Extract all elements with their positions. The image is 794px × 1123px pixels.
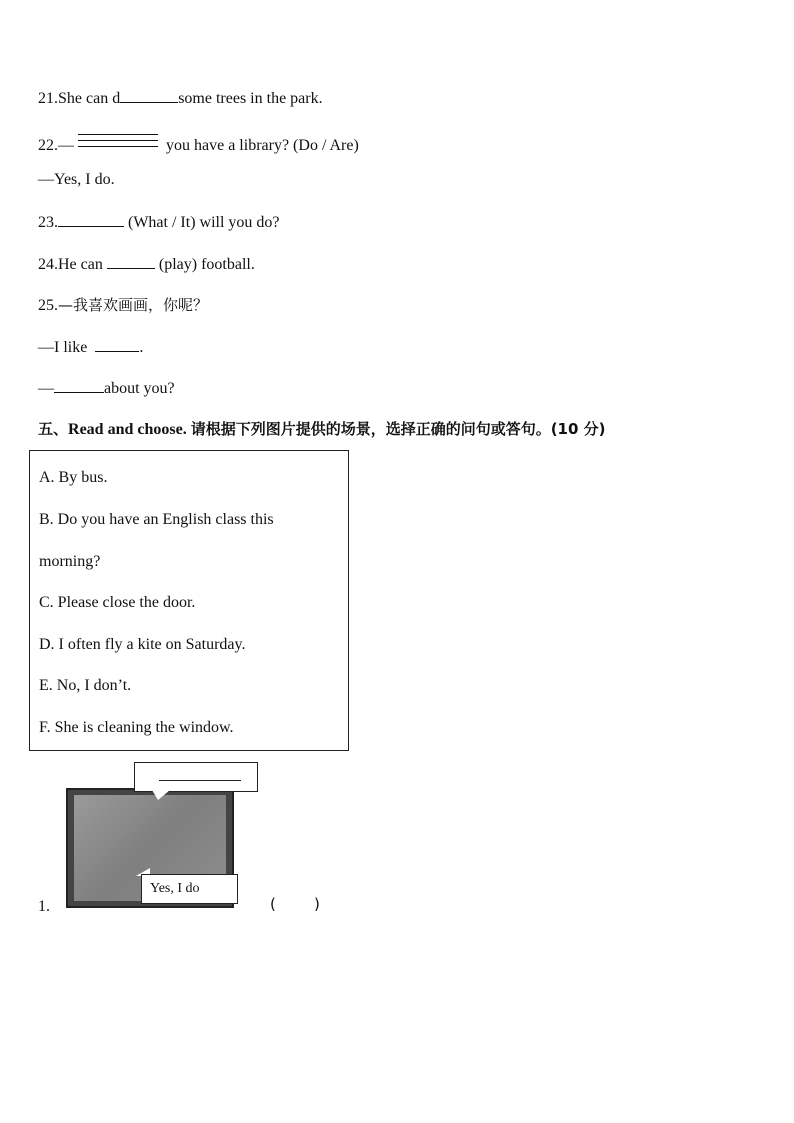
option-d: D. I often fly a kite on Saturday. bbox=[39, 636, 246, 653]
item-1-number: 1. bbox=[38, 898, 50, 915]
section-number: 五、 bbox=[38, 420, 69, 438]
answer-blank[interactable] bbox=[58, 212, 124, 227]
question-number: 23. bbox=[38, 214, 58, 231]
bubble-blank-line bbox=[159, 780, 241, 781]
option-b: B. Do you have an English class this bbox=[39, 511, 274, 528]
question-text: She can d bbox=[58, 90, 121, 107]
option-b-cont: morning? bbox=[39, 553, 101, 570]
option-c: C. Please close the door. bbox=[39, 594, 196, 611]
options-box bbox=[29, 450, 349, 751]
section-heading bbox=[38, 418, 606, 439]
section-title-en: Read and choose. bbox=[68, 421, 187, 438]
answer-blank[interactable] bbox=[54, 378, 104, 393]
dialogue-line-2 bbox=[38, 378, 175, 398]
blackboard-illustration bbox=[66, 762, 260, 912]
question-24 bbox=[38, 254, 255, 274]
option-e: E. No, I don’t. bbox=[39, 677, 132, 694]
dialogue-text: about you? bbox=[104, 380, 175, 397]
question-number: 22. bbox=[38, 137, 58, 154]
dialogue-text: —I like bbox=[38, 339, 92, 356]
option-a: A. By bus. bbox=[39, 469, 108, 486]
reply-text: —Yes, I do. bbox=[38, 171, 115, 188]
question-text: —我喜欢画画，你呢？ bbox=[58, 296, 209, 314]
speech-bubble-question bbox=[134, 762, 258, 792]
dialogue-line-1 bbox=[38, 337, 143, 357]
question-21 bbox=[38, 88, 323, 108]
dash: — bbox=[38, 380, 54, 397]
question-text: (What / It) will you do? bbox=[124, 214, 280, 231]
question-text: some trees in the park. bbox=[178, 90, 323, 107]
question-number: 24. bbox=[38, 256, 58, 273]
bubble-tail bbox=[152, 790, 170, 800]
option-f: F. She is cleaning the window. bbox=[39, 719, 234, 736]
answer-blank-lines[interactable] bbox=[78, 134, 158, 154]
question-23 bbox=[38, 212, 280, 232]
dash: — bbox=[58, 137, 74, 154]
section-title-cn: 请根据下列图片提供的场景，选择正确的问句或答句。(10 分) bbox=[190, 420, 606, 438]
question-text: He can bbox=[58, 256, 107, 273]
question-22 bbox=[38, 134, 359, 155]
dialogue-end: . bbox=[139, 339, 144, 356]
question-number: 21. bbox=[38, 90, 58, 107]
answer-blank[interactable] bbox=[107, 254, 155, 269]
question-number: 25. bbox=[38, 297, 58, 314]
question-text: (play) football. bbox=[154, 256, 255, 273]
answer-parentheses[interactable]: ( ) bbox=[270, 895, 320, 913]
reply-line bbox=[38, 171, 115, 189]
question-text: you have a library? (Do / Are) bbox=[166, 137, 359, 154]
question-25 bbox=[38, 294, 208, 315]
speech-bubble-answer: Yes, I do bbox=[141, 874, 238, 904]
answer-blank[interactable] bbox=[120, 88, 178, 103]
answer-blank[interactable] bbox=[95, 337, 139, 352]
